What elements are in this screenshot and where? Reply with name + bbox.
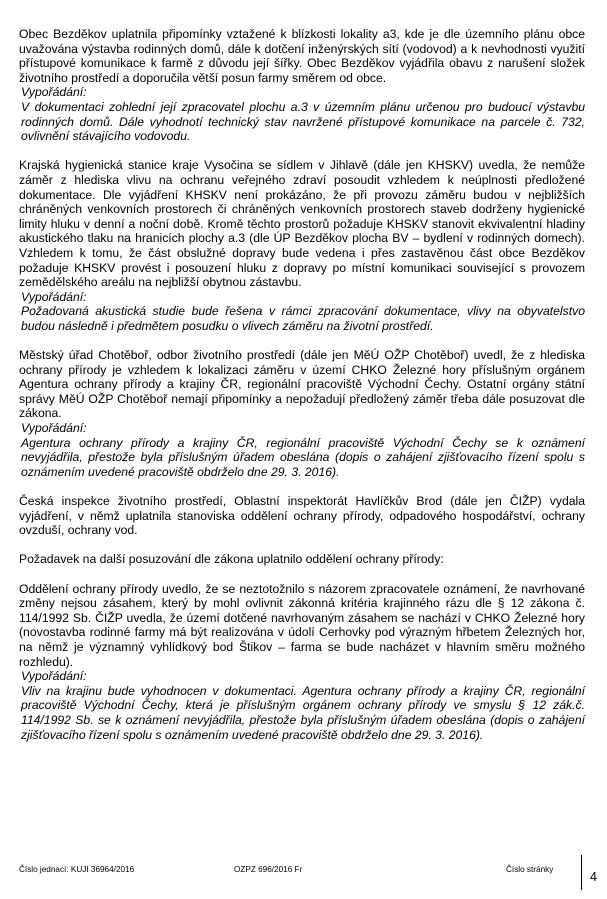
settlement-response: V dokumentaci zohlední její zpracovatel plochu a.3 v územním plánu určenou pro budoucí výstavbu rodinných domů. Dále vyhodnotí technický stav navržené přístupové komunikace na parcele č. 732, ovlivnění stávajícího vodovodu. xyxy=(21,99,585,144)
paragraph-gap xyxy=(19,538,585,553)
paragraph-gap xyxy=(19,144,585,159)
settlement-response: Agentura ochrany přírody a krajiny ČR, regionální pracoviště Východní Čechy se k oznámení nevyjádřila, přestože byla příslušným úřadem obeslána (dopis o zahájení zjišťovacího řízení spolu s oznámením uvedené pracoviště obdrželo dne 29. 3. 2016). xyxy=(21,435,585,479)
paragraph-gap xyxy=(19,479,585,494)
document-body xyxy=(19,27,585,742)
paragraph-nature-protection: Oddělení ochrany přírody uvedlo, že se neztotožnilo s názorem zpracovatele oznámení, že navrhované změny nejsou zásahem, který by mohl ovlivnit zákonná kritéria krajinného rázu dle § 12 zákona č. 114/1992 Sb. ČIŽP uvedla, že území dotčené navrhovaným zásahem se nachází v CHKO Železné hory (novostavba rodinné farmy má být realizována v údolí Cerhovky pod výrazným hřbetem Železných hor, na němž je významný vyhlídkový bod Štikov – farma se bude nacházet v hlavním směru možného rozhledu). xyxy=(19,581,585,669)
settlement-label: Vypořádání: xyxy=(21,289,87,304)
paragraph-gap xyxy=(19,333,585,348)
paragraph-cizp: Česká inspekce životního prostředí, Oblastní inspektorát Havlíčkův Brod (dále jen ČIŽP) vydala vyjádření, v němž uplatnila stanoviska oddělení ochrany přírody, odpadového hospodářství, ochrany ovzduší, ochrany vod. xyxy=(19,494,585,538)
settlement-label: Vypořádání: xyxy=(21,669,87,684)
footer-code: OZPZ 696/2016 Fr xyxy=(234,865,303,874)
page-number: 4 xyxy=(590,870,597,884)
settlement-response: Požadovaná akustická studie bude řešena v rámci zpracování dokumentace, vlivy na obyvatelstvo budou následně i předmětem posudku o vlivech záměru na životní prostředí. xyxy=(21,304,585,333)
footer-reference-number: Číslo jednací: KUJI 36964/2016 xyxy=(19,865,135,874)
paragraph-khskv: Krajská hygienická stanice kraje Vysočina se sídlem v Jihlavě (dále jen KHSKV) uvedla, že nemůže záměr z hlediska vlivu na ochranu veřejného zdraví posoudit vzhledem k neúplnosti předložené dokumentace. Dle vyjádření KHSKV není prokázáno, že při provozu záměru budou v nejbližších chráněných venkovních prostorech či chráněných venkovních prostorech staveb dodrženy hygienické limity hluku v denní a noční době. Kromě těchto prostorů požaduje KHSKV stanovit ekvivalentní hladiny akustického tlaku na hranicích plochy a.3 (dle ÚP Bezděkov plocha BV – bydlení v rodinných domech). Vzhledem k tomu, že část obslužné dopravy bude vedena i přes zastavěnou část obce Bezděkov požaduje KHSKV provést i posouzení hluku z dopravy po místní komunikaci související s provozem zemědělského areálu na nejbližší obytnou zástavbu. xyxy=(19,158,585,290)
footer-divider xyxy=(581,855,582,890)
paragraph-gap xyxy=(19,567,585,582)
paragraph-meu-chotebor: Městský úřad Chotěboř, odbor životního prostředí (dále jen MěÚ OŽP Chotěboř) uvedl, že z hlediska ochrany přírody je vzhledem k lokalizaci záměru v území CHKO Železné hory příslušným orgánem Agentura ochrany přírody a krajiny ČR, regionální pracoviště Východní Čechy. Ostatní orgány státní správy MěÚ OŽP Chotěboř nemají připomínky a nepožadují předložený záměr třeba dále posuzovat dle zákona. xyxy=(19,348,585,421)
paragraph-requirement: Požadavek na další posuzování dle zákona uplatnilo oddělení ochrany přírody: xyxy=(19,552,444,567)
settlement-response: Vliv na krajinu bude vyhodnocen v dokumentaci. Agentura ochrany přírody a krajiny ČR, regionální pracoviště Východní Čechy, která je příslušným orgánem ochrany přírody ve smyslu § 12 zák.č. 114/1992 Sb. se k oznámení nevyjádřila, přestože byla příslušným úřadem obeslána (dopis o zahájení zjišťovacího řízení spolu s oznámením uvedené pracoviště obdrželo dne 29. 3. 2016). xyxy=(21,683,585,742)
footer-page-label: Číslo stránky xyxy=(506,865,554,874)
settlement-label: Vypořádání: xyxy=(21,421,87,436)
paragraph-obec-bezdekov: Obec Bezděkov uplatnila připomínky vztažené k blízkosti lokality a3, kde je dle územního plánu obce uvažována výstavba rodinných domů, dále k dotčení inženýrských sítí (vodovod) a k nevhodnosti využití přístupové komunikace k farmě z důvodu její šířky. Obec Bezděkov vyjádřila obavu z narušení složek životního prostředí a doporučila větší posun farmy směrem od obce. xyxy=(19,27,585,85)
settlement-label: Vypořádání: xyxy=(21,85,87,100)
